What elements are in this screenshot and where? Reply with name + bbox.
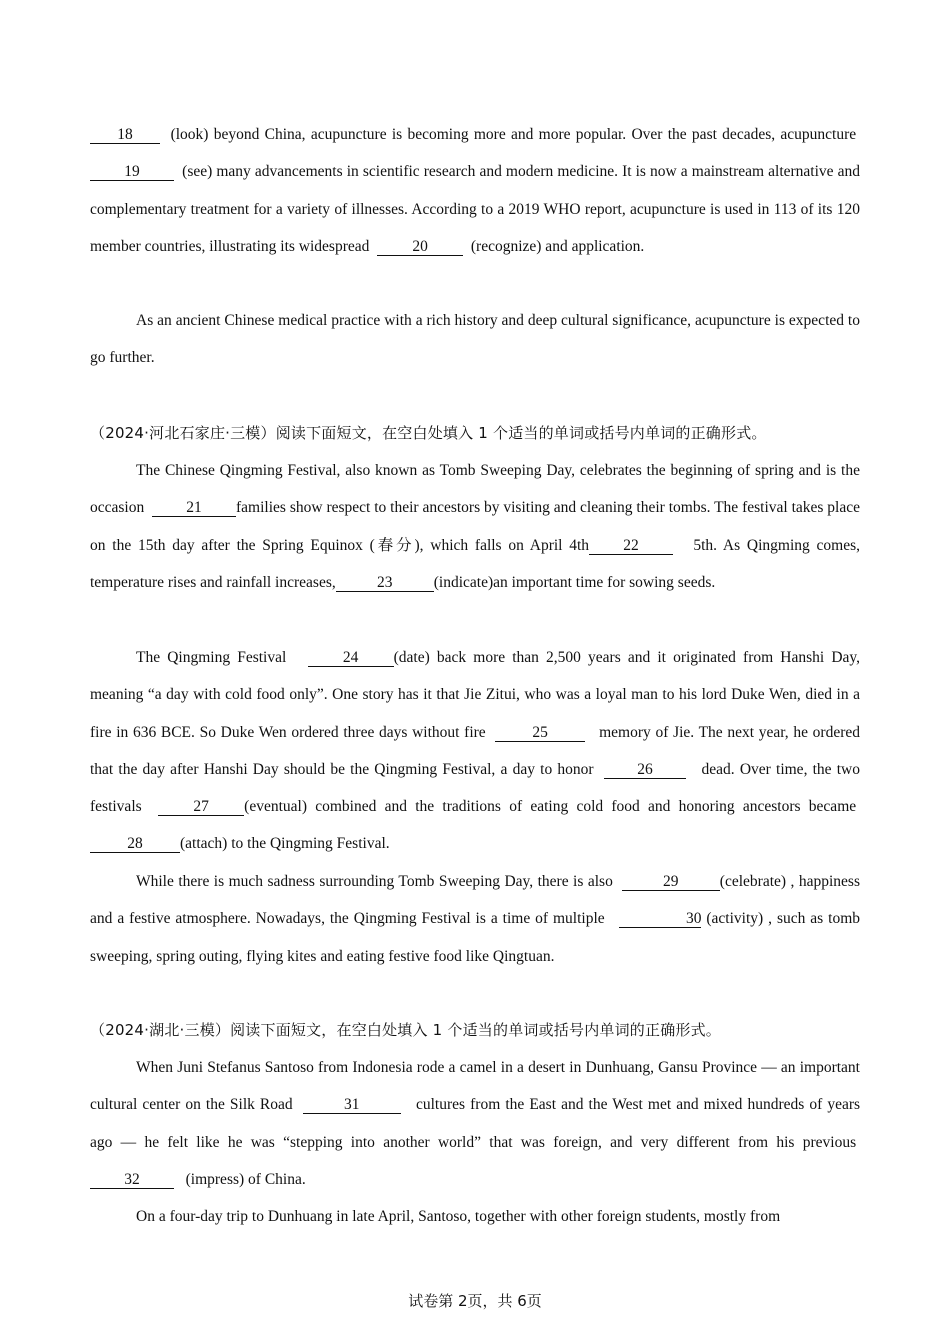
blank-28[interactable]: 28	[90, 836, 180, 853]
text-q3a: While there is much sadness surrounding Tomb Sweeping Day, there is also	[136, 873, 613, 890]
blank-24[interactable]: 24	[308, 650, 394, 667]
blank-32[interactable]: 32	[90, 1172, 174, 1189]
blank-23[interactable]: 23	[336, 575, 434, 592]
text-19: (see) many advancements in scientific research and modern medicine. It is now a mainstream alternative and complementary treatment for a variety of illnesses. According to a 2019 WHO report, acupuncture is used in 113 of its 120 member countries, illustrating its widespread	[90, 163, 861, 255]
section-heading-qingming: （2024·河北石家庄·三模）阅读下面短文，在空白处填入 1 个适当的单词或括号内单词的正确形式。	[90, 424, 767, 442]
blank-29[interactable]: 29	[622, 874, 720, 891]
text-q1e: (indicate)an important time for sowing seeds.	[433, 573, 716, 591]
text-20: (recognize) and application.	[470, 237, 645, 255]
text-q3d: (activity) , such as tomb sweeping, spring outing, flying kites and eating festive food like Qingtuan.	[90, 910, 861, 965]
blank-26[interactable]: 26	[604, 762, 686, 779]
blank-27[interactable]: 27	[158, 799, 244, 816]
text-d1d: (impress) of China.	[185, 1170, 306, 1188]
text-d1c: cultures from the East and the West met and mixed hundreds of years ago — he felt like he was “stepping into another world” that was foreign, and very different from his previous	[90, 1096, 861, 1151]
paragraph-dunhuang-2: On a four-day trip to Dunhuang in late April, Santoso, together with other foreign students, mostly from	[136, 1208, 781, 1225]
blank-20[interactable]: 20	[377, 239, 463, 256]
text-q2e: dead. Over time, the two festivals	[90, 760, 861, 816]
text-q2f: (eventual) combined and the traditions of eating cold food and honoring ancestors became	[244, 798, 857, 816]
text-q2a: The Qingming Festival	[136, 649, 287, 666]
paragraph-qingming-3	[90, 863, 860, 975]
text-q3c: (celebrate) , happiness and a festive atmosphere. Nowadays, the Qingming Festival is a time of multiple	[90, 873, 860, 928]
text-q1a: The Chinese Qingming Festival, also known as Tomb Sweeping Day, celebrates the beginning of spring and is the occasion	[90, 462, 860, 517]
paragraph-qingming-1	[90, 452, 860, 601]
blank-22[interactable]: 22	[589, 538, 673, 555]
text-q2g: (attach) to the Qingming Festival.	[180, 835, 390, 853]
text-q2c: (date) back more than 2,500 years and it originated from Hanshi Day, meaning “a day with cold food only”. One story has it that Jie Zitui, who was a loyal man to his lord Duke Wen, died in a fire in 636 BCE. So Duke Wen ordered three days without fire	[90, 649, 861, 741]
text-q1d: 5th. As Qingming comes, temperature rises and rainfall increases,	[90, 536, 861, 591]
text-q1c: families show respect to their ancestors by visiting and cleaning their tombs. The festival takes place on the 15th day after the Spring Equinox (春分), which falls on April 4th	[90, 499, 860, 554]
section-heading-dunhuang: （2024·湖北·三模）阅读下面短文，在空白处填入 1 个适当的单词或括号内单词的正确形式。	[90, 1021, 721, 1039]
text-q2d: memory of Jie. The next year, he ordered that the day after Hanshi Day should be the Qingming Festival, a day to honor	[90, 723, 860, 778]
text-d1a: When Juni Stefanus Santoso from Indonesia rode a camel in a desert in Dunhuang, Gansu Province — an important cultural center on the Silk Road	[90, 1059, 860, 1114]
text-18: (look) beyond China, acupuncture is becoming more and more popular. Over the past decades, acupuncture	[170, 126, 857, 143]
paragraph-qingming-2	[90, 639, 860, 863]
blank-21[interactable]: 21	[152, 500, 236, 517]
blank-31[interactable]: 31	[303, 1097, 401, 1114]
blank-18[interactable]: 18	[90, 127, 160, 144]
blank-25[interactable]: 25	[495, 725, 585, 742]
paragraph-acupuncture-1	[90, 116, 860, 265]
paragraph-dunhuang-1	[90, 1049, 860, 1198]
blank-30[interactable]: 30	[619, 911, 701, 928]
blank-19[interactable]: 19	[90, 164, 174, 181]
paragraph-acupuncture-2: As an ancient Chinese medical practice with a rich history and deep cultural significance, acupuncture is expected to go further.	[90, 312, 860, 367]
page-footer: 试卷第 2页，共 6页	[408, 1292, 542, 1310]
